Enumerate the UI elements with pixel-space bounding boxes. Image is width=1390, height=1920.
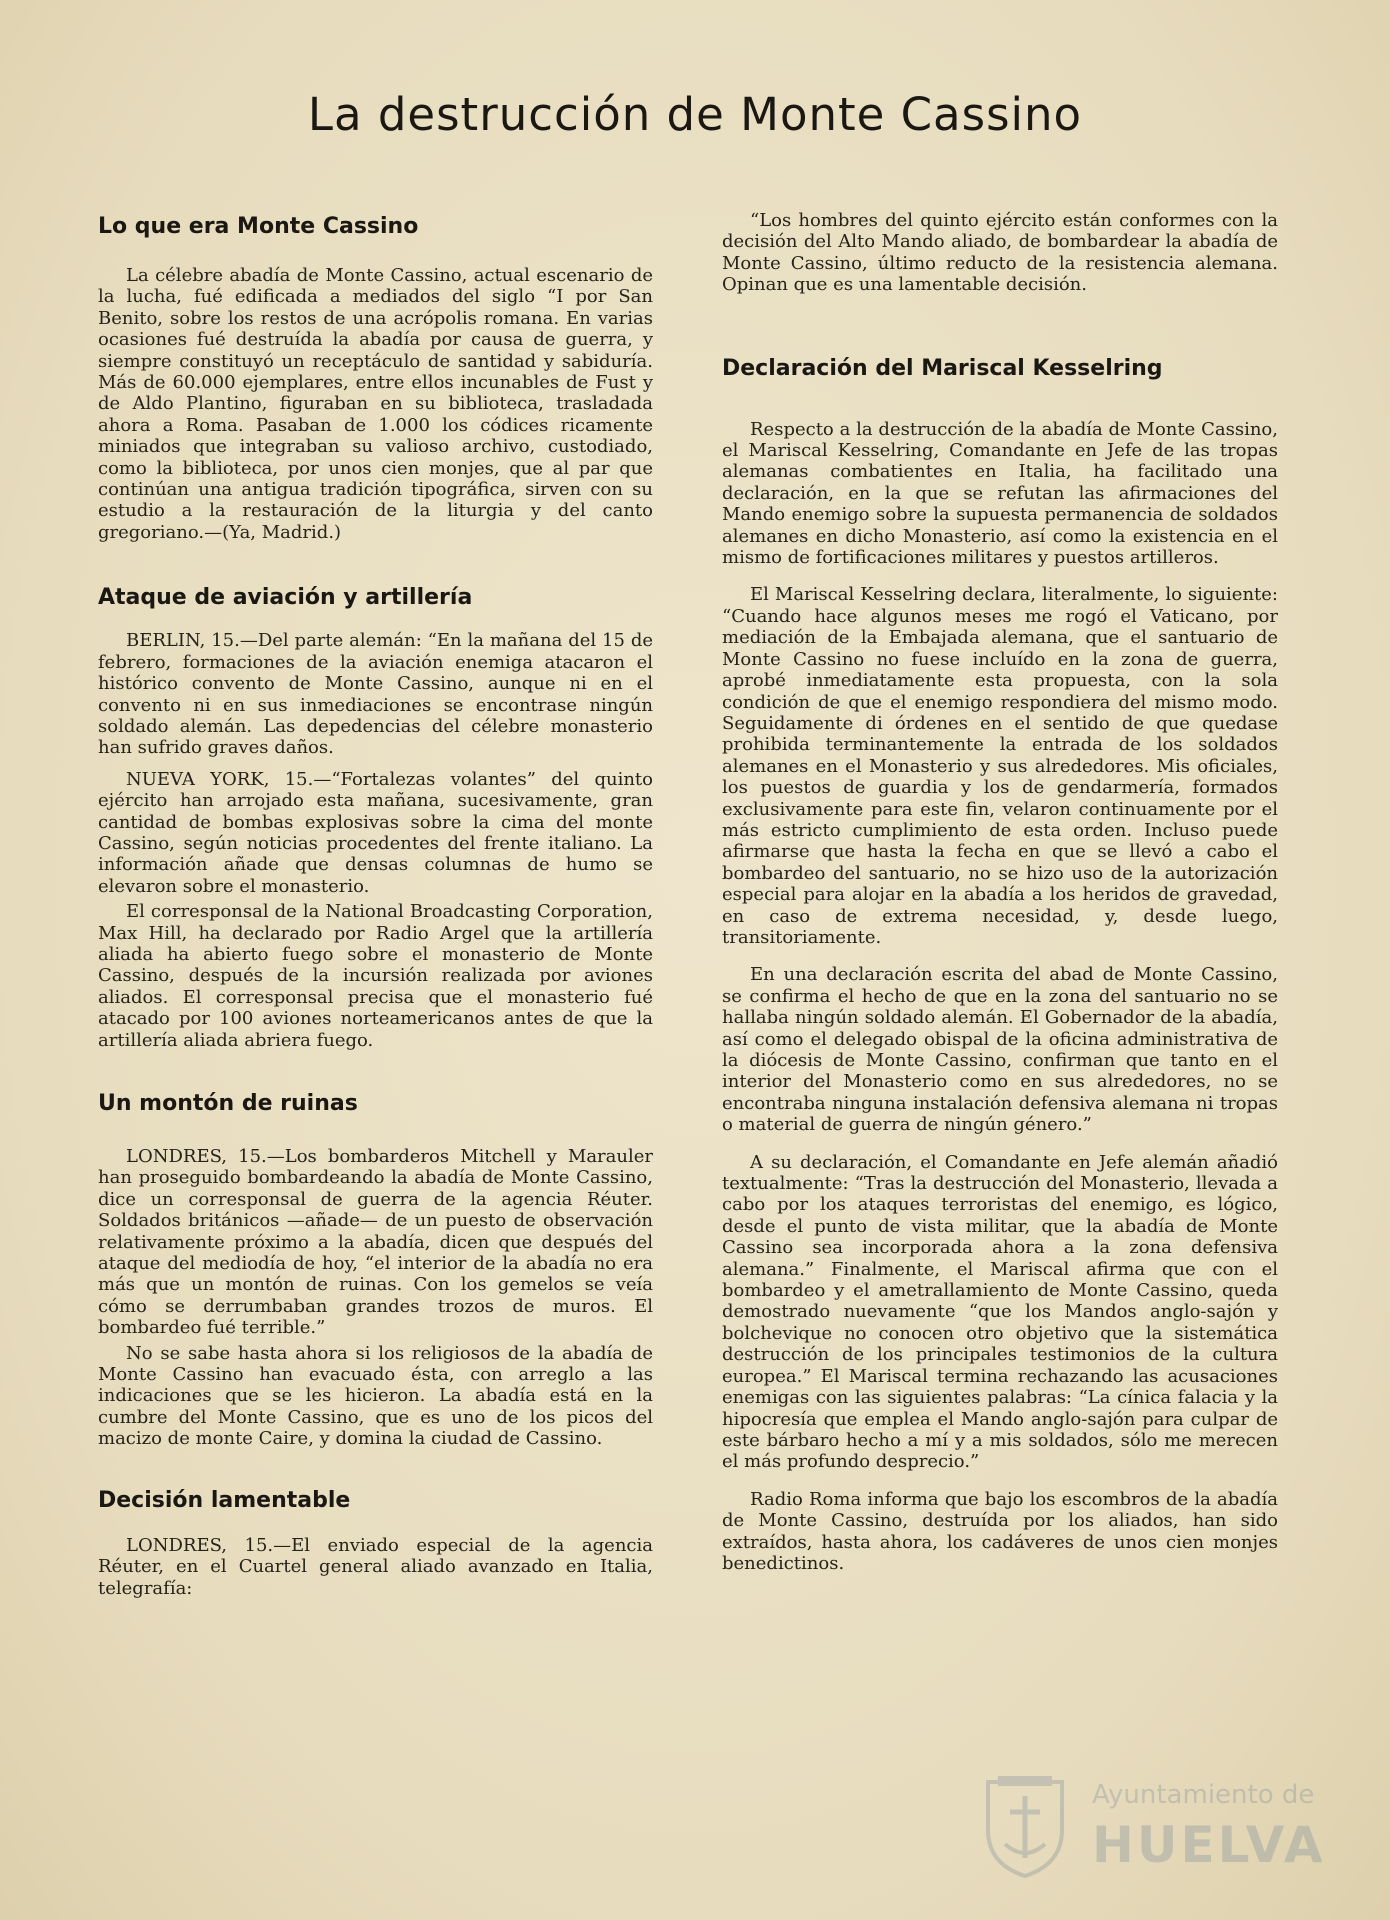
page-title: La destrucción de Monte Cassino [307, 88, 1083, 141]
section-heading-ataque: Ataque de aviación y artillería [98, 585, 473, 611]
paragraph-decision-londres: LONDRES, 15.—El enviado especial de la agencia Réuter, en el Cuartel general aliado avanzado en Italia, telegrafía: [98, 1534, 653, 1599]
paragraph-ruinas-londres: LONDRES, 15.—Los bombarderos Mitchell y Marauler han proseguido bombardeando la abadía de Monte Cassino, dice un corresponsal de guerra de la agencia Réuter. Soldados británicos —añade— de un puesto de observación relativamente próximo a la abadía, dicen que después del ataque del mediodía de hoy, “el interior de la abadía no era más que un montón de ruinas. Con los gemelos se veía cómo se derrumbaban grandes trozos de muros. El bombardeo fué terrible.” [98, 1146, 653, 1339]
paragraph-kesselring-respecto: Respecto a la destrucción de la abadía de Monte Cassino, el Mariscal Kesselring, Comandante en Jefe de las tropas alemanas combatientes en Italia, ha facilitado una declaración, en la que se refutan las afirmaciones del Mando enemigo sobre la supuesta permanencia de soldados alemanes en dicho Monasterio, así como la existencia en el mismo de fortificaciones militares y puestos artilleros. [722, 418, 1278, 569]
section-heading-kesselring: Declaración del Mariscal Kesselring [722, 355, 1163, 381]
paragraph-kesselring-comandante: A su declaración, el Comandante en Jefe alemán añadió textualmente: “Tras la destrucción del Monasterio, llevada a cabo por los ataques terroristas del enemigo, es lógico, desde el punto de vista militar, que la abadía de Monte Cassino sea incorporada ahora a la zona defensiva alemana.” Finalmente, el Mariscal afirma que con el bombardeo y el ametrallamiento de Monte Cassino, queda demostrado nuevamente “que los Mandos anglo-sajón y bolchevique no conocen otro objetivo que la sistemática destrucción de los principales testimonios de la cultura europea.” El Mariscal termina rechazando las acusaciones enemigas con las siguientes palabras: “La cínica falacia y la hipocresía que emplea el Mando anglo-sajón para culpar de este bárbaro hecho a mí y a mis soldados, sólo me merecen el más profundo desprecio.” [722, 1151, 1278, 1473]
section-heading-ruinas: Un montón de ruinas [98, 1091, 358, 1116]
paragraph-radio-roma: Radio Roma informa que bajo los escombros de la abadía de Monte Cassino, destruída por los aliados, han sido extraídos, hasta ahora, los cadáveres de unos cien monjes benedictinos. [722, 1488, 1278, 1574]
paragraph-ruinas-religiosos: No se sabe hasta ahora si los religiosos de la abadía de Monte Cassino han evacuado ésta, con arreglo a las indicaciones que se les hicieron. La abadía está en la cumbre del Monte Cassino, que es uno de los picos del macizo de monte Caire, y domina la ciudad de Cassino. [98, 1342, 653, 1450]
watermark [980, 1772, 1326, 1882]
watermark-line-1: Ayuntamiento de [1092, 1780, 1315, 1810]
paragraph-intro: La célebre abadía de Monte Cassino, actual escenario de la lucha, fué edificada a mediados del siglo “I por San Benito, sobre los restos de una acrópolis romana. En varias ocasiones fué destruída la abadía por causa de guerra, y siempre constituyó un receptáculo de santidad y sabiduría. Más de 60.000 ejemplares, entre ellos incunables de Fust y de Aldo Plantino, figuraban en su biblioteca, trasladada ahora a Roma. Pasaban de 1.000 los códices ricamente miniados que integraban su valioso archivo, custodiado, como la biblioteca, por unos cien monjes, que al par que continúan una antigua tradición tipográfica, sirven con su estudio a la restauración de la liturgia y del canto gregoriano.—(Ya, Madrid.) [98, 265, 653, 543]
paragraph-kesselring-abad: En una declaración escrita del abad de Monte Cassino, se confirma el hecho de que en la zona del santuario no se hallaba ningún soldado alemán. El Gobernador de la abadía, así como el delegado obispal de la oficina administrativa de la diócesis de Monte Cassino, confirman que tanto en el interior del Monasterio como en sus alrededores, no se encontraba ninguna instalación defensiva alemana ni tropas o material de guerra de ningún género.” [722, 964, 1278, 1136]
left-column [98, 210, 653, 1599]
paragraph-ataque-nueva-york: NUEVA YORK, 15.—“Fortalezas volantes” del quinto ejército han arrojado esta mañana, sucesivamente, gran cantidad de bombas explosivas sobre la cima del monte Cassino, según noticias procedentes del frente italiano. La información añade que densas columnas de humo se elevaron sobre el monasterio. [98, 768, 653, 897]
paragraph-ataque-berlin: BERLIN, 15.—Del parte alemán: “En la mañana del 15 de febrero, formaciones de la aviación enemiga atacaron el histórico convento de Monte Cassino, aunque ni en el convento ni en sus inmediaciones se encontrase ningún soldado alemán. Las depedencias del célebre monasterio han sufrido graves daños. [98, 630, 653, 759]
paragraph-decision-quote: “Los hombres del quinto ejército están conformes con la decisión del Alto Mando aliado, de bombardear la abadía de Monte Cassino, último reducto de la resistencia alemana. Opinan que es una lamentable decisión. [722, 210, 1278, 296]
paragraph-kesselring-declara: El Mariscal Kesselring declara, literalmente, lo siguiente: “Cuando hace algunos meses me rogó el Vaticano, por mediación de la Embajada alemana, que el santuario de Monte Cassino no fuese incluído en la zona de guerra, aprobé inmediatamente esta propuesta, con la sola condición de que el enemigo respondiera del mismo modo. Seguidamente di órdenes en el sentido de que quedase prohibida terminantemente la entrada de los soldados alemanes en el Monasterio y sus alrededores. Mis oficiales, los puestos de guardia y los de gendarmería, formados exclusivamente para este fin, velaron continuamente por el más estricto cumplimiento de esta orden. Incluso puede afirmarse que hasta la fecha en que se llevó a cabo el bombardeo del santuario, no se hizo uso de la autorización especial para alojar en la abadía a los heridos de gravedad, en caso de extrema necesidad, y, desde luego, transitoriamente. [722, 584, 1278, 948]
right-column [722, 210, 1278, 1574]
paragraph-ataque-corresponsal: El corresponsal de la National Broadcasting Corporation, Max Hill, ha declarado por Radio Argel que la artillería aliada ha abierto fuego sobre el monasterio de Monte Cassino, después de la incursión realizada por aviones aliados. El corresponsal precisa que el monasterio fué atacado por 100 aviones norteamericanos antes de que la artillería aliada abriera fuego. [98, 901, 653, 1051]
coat-of-arms-icon [980, 1772, 1070, 1880]
section-heading-decision: Decisión lamentable [98, 1487, 351, 1513]
watermark-line-2: HUELVA [1092, 1816, 1326, 1874]
section-heading-intro: Lo que era Monte Cassino [98, 214, 419, 239]
